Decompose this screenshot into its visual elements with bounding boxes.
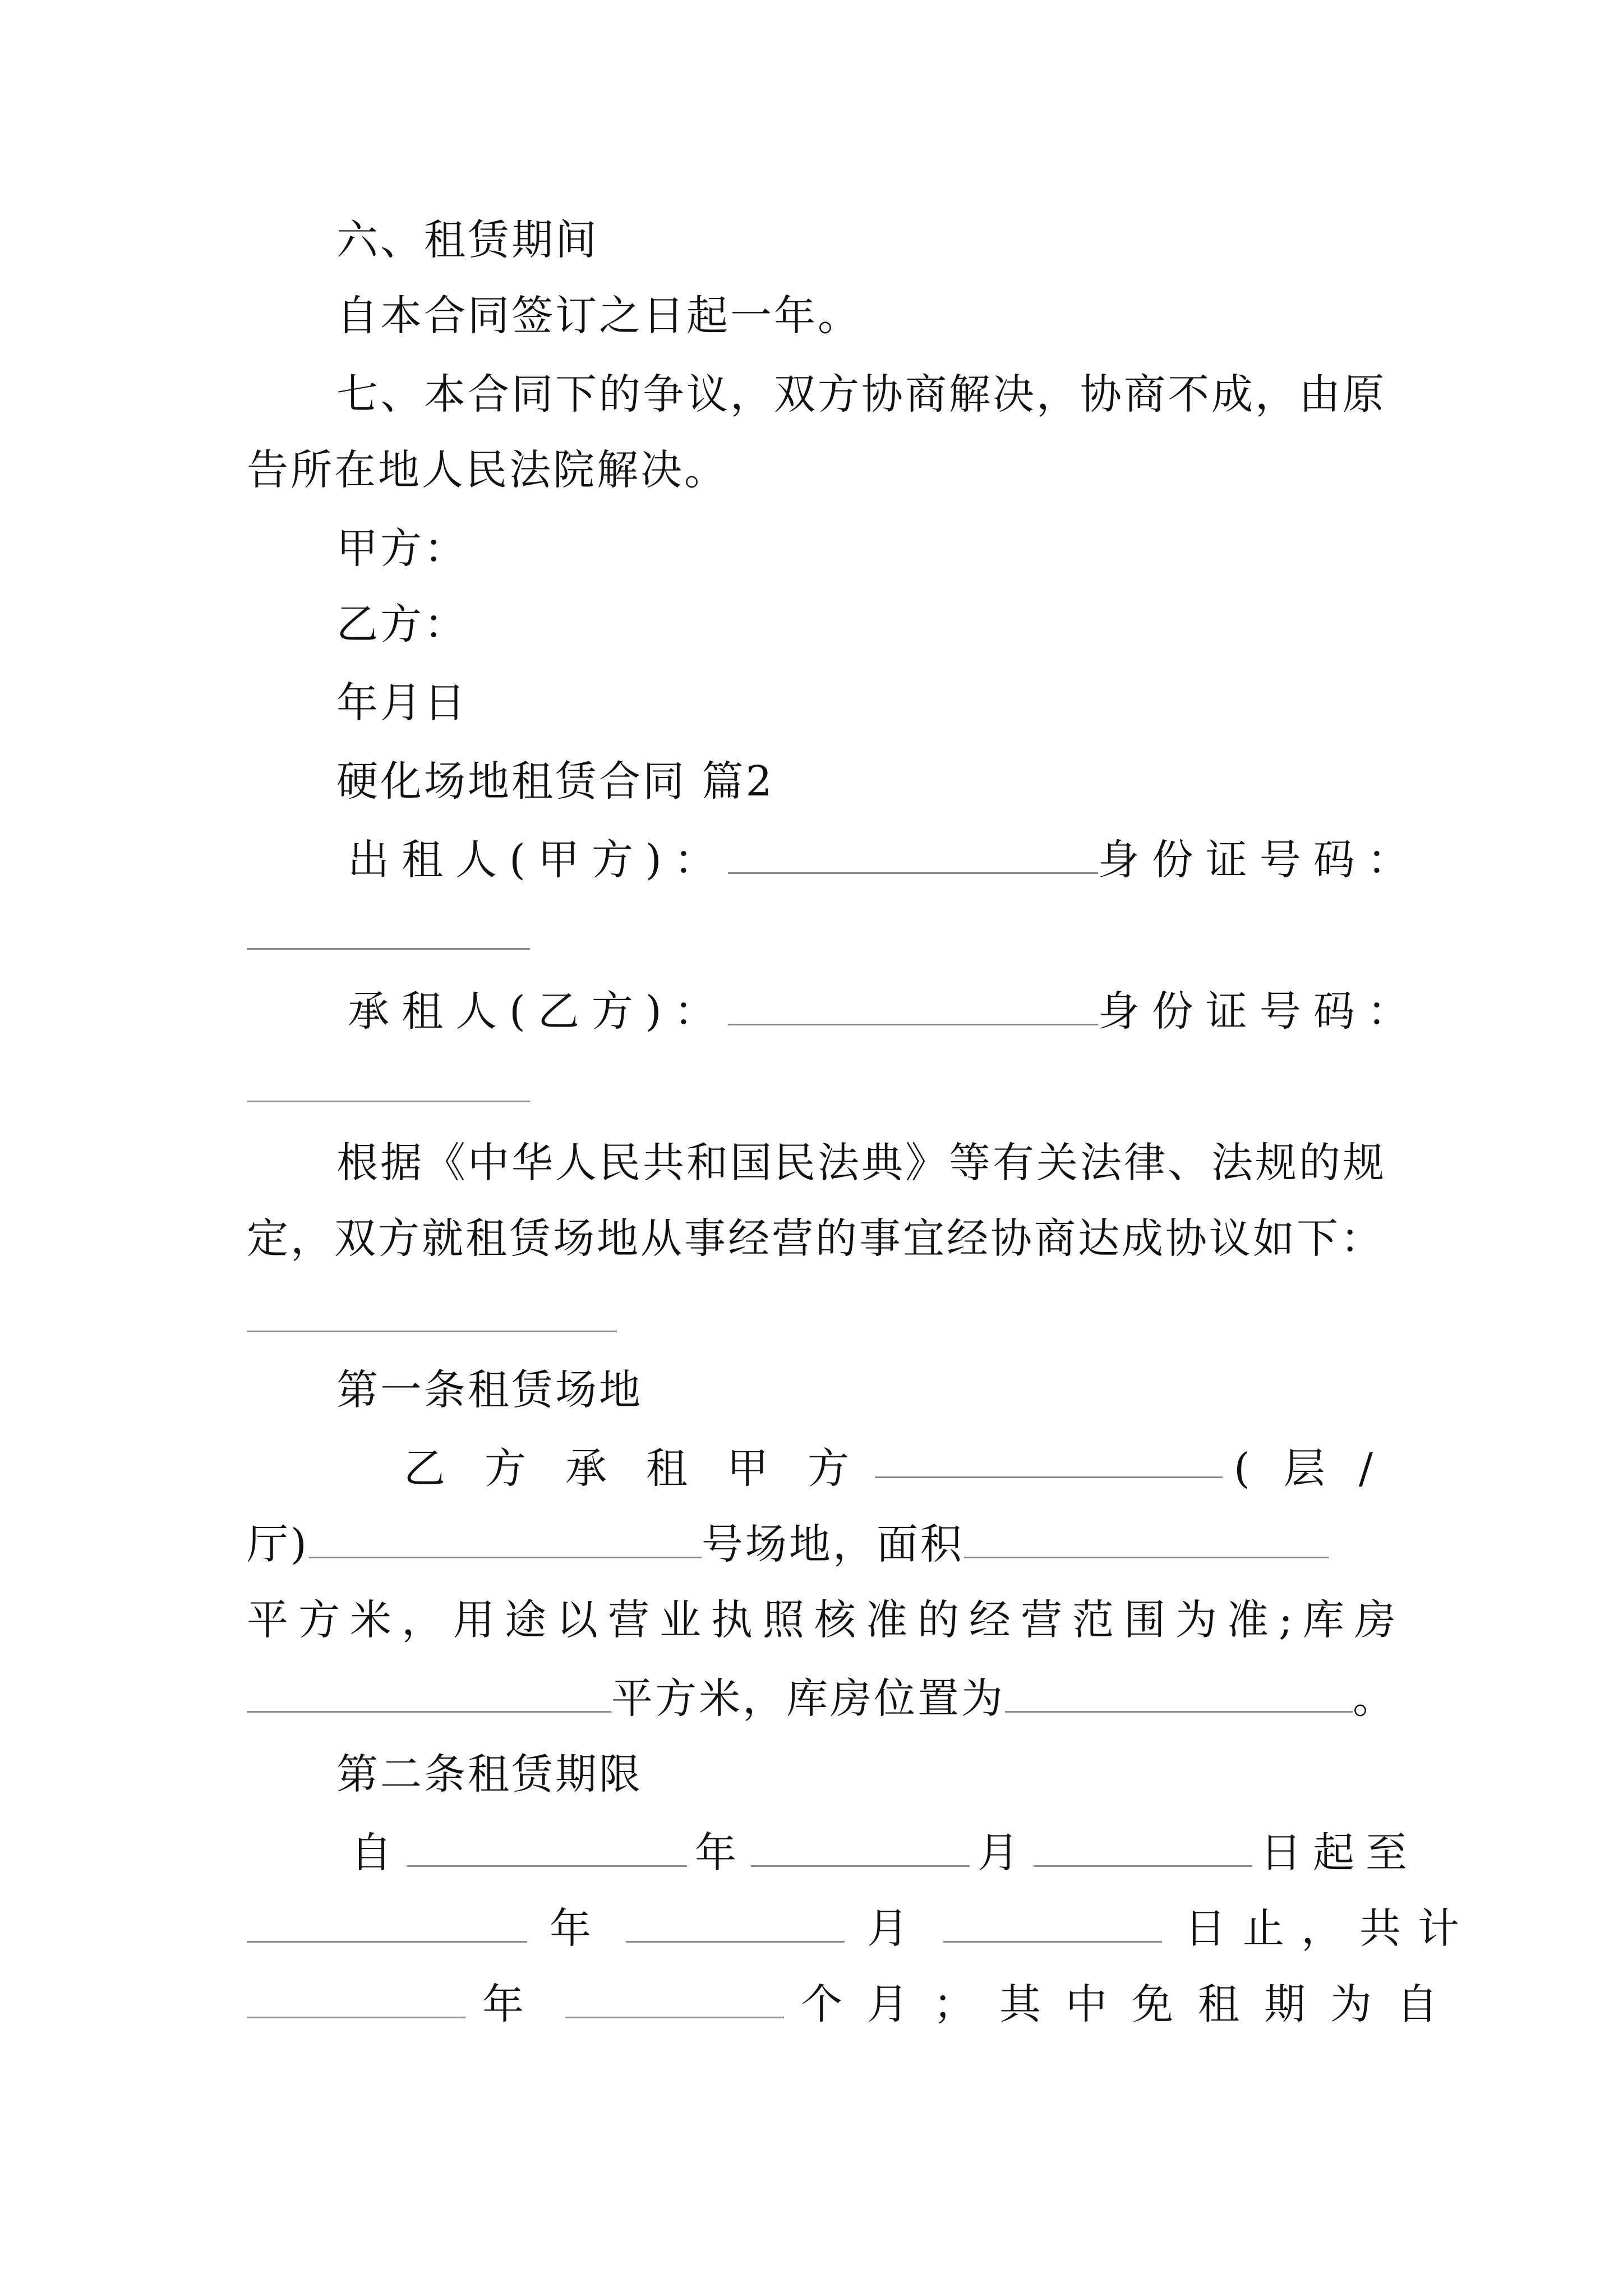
article-2-from: 自 bbox=[351, 1829, 399, 1877]
lessee-name-blank bbox=[728, 990, 1098, 1025]
article-2-line-3 bbox=[247, 1977, 1463, 2031]
lessee-line bbox=[348, 984, 1421, 1038]
end-day-blank bbox=[943, 1907, 1162, 1943]
article-2-day-from: 日起至 bbox=[1260, 1829, 1418, 1877]
lessor-line bbox=[348, 833, 1421, 887]
lessor-id-label: 身份证号码： bbox=[1098, 836, 1421, 884]
section-7-line-2: 告所在地人民法院解决。 bbox=[247, 446, 728, 494]
article-1-storage-area-blank bbox=[247, 1677, 611, 1713]
article-1-line-2 bbox=[247, 1517, 1329, 1571]
article-2-months: 个月；其中免租期为自 bbox=[801, 1980, 1463, 2028]
lessor-label: 出租人(甲方)： bbox=[348, 836, 728, 884]
start-day-blank bbox=[1034, 1832, 1252, 1867]
lessee-id-label: 身份证号码： bbox=[1098, 987, 1421, 1036]
article-1-line-4 bbox=[247, 1672, 1396, 1726]
article-1-floor-blank bbox=[875, 1476, 1223, 1478]
article-1-line-1 bbox=[404, 1442, 888, 1496]
preamble-line-2: 定，双方就租赁场地从事经营的事宜经协商达成协议如下： bbox=[247, 1214, 1384, 1263]
article-1-line-3: 平方米，用途以营业执照核准的经营范围为准;库房 bbox=[247, 1596, 1406, 1644]
party-b-label: 乙方： bbox=[336, 600, 468, 648]
end-year-blank bbox=[247, 1907, 527, 1943]
contract-2-title: 硬化场地租赁合同 篇2 bbox=[336, 757, 774, 806]
end-month-unit: 月 bbox=[867, 1904, 921, 1953]
start-year-unit: 年 bbox=[695, 1829, 743, 1877]
article-1-text-g: 。 bbox=[1353, 1674, 1396, 1723]
start-month-blank bbox=[751, 1832, 970, 1867]
lessee-label: 承租人(乙方)： bbox=[348, 987, 728, 1036]
section-6-body: 自本合同签订之日起一年。 bbox=[336, 292, 861, 340]
article-2-line-1 bbox=[351, 1826, 1418, 1880]
article-1-text-a: 乙方承租甲方 bbox=[404, 1444, 888, 1493]
article-1-text-d: 号场地，面积 bbox=[701, 1520, 964, 1568]
party-a-label: 甲方： bbox=[336, 524, 468, 573]
article-1-text-f: 平方米，库房位置为 bbox=[611, 1674, 1005, 1723]
total-months-blank bbox=[565, 1983, 784, 2018]
article-1-number-blank bbox=[309, 1523, 702, 1558]
date-line: 年月日 bbox=[336, 679, 468, 727]
lessee-id-blank bbox=[247, 1101, 530, 1102]
article-2-title: 第二条租赁期限 bbox=[336, 1750, 643, 1798]
start-month-unit: 月 bbox=[978, 1829, 1026, 1877]
end-year-unit: 年 bbox=[550, 1904, 603, 1953]
article-1-storage-location-blank bbox=[1005, 1677, 1353, 1713]
lessor-name-blank bbox=[728, 839, 1098, 874]
section-7-line-1: 七、本合同下的争议，双方协商解决，协商不成，由原 bbox=[336, 370, 1386, 418]
article-1-text-c: 厅) bbox=[247, 1520, 309, 1568]
article-2-line-2 bbox=[247, 1902, 1476, 1955]
end-month-blank bbox=[626, 1907, 845, 1943]
total-years-blank bbox=[247, 1983, 465, 2018]
preamble-line-1: 根据《中华人民共和国民法典》等有关法律、法规的规 bbox=[336, 1139, 1386, 1187]
start-year-blank bbox=[407, 1832, 687, 1867]
preamble-blank bbox=[247, 1331, 617, 1332]
article-2-day-to: 日止，共计 bbox=[1184, 1904, 1476, 1953]
article-1-title: 第一条租赁场地 bbox=[336, 1366, 643, 1414]
lessor-id-blank bbox=[247, 948, 530, 950]
article-1-area-blank bbox=[964, 1523, 1329, 1558]
total-years-unit: 年 bbox=[482, 1980, 548, 2028]
article-1-text-b: (层/ bbox=[1234, 1444, 1407, 1493]
section-6-title: 六、租赁期间 bbox=[336, 216, 599, 264]
